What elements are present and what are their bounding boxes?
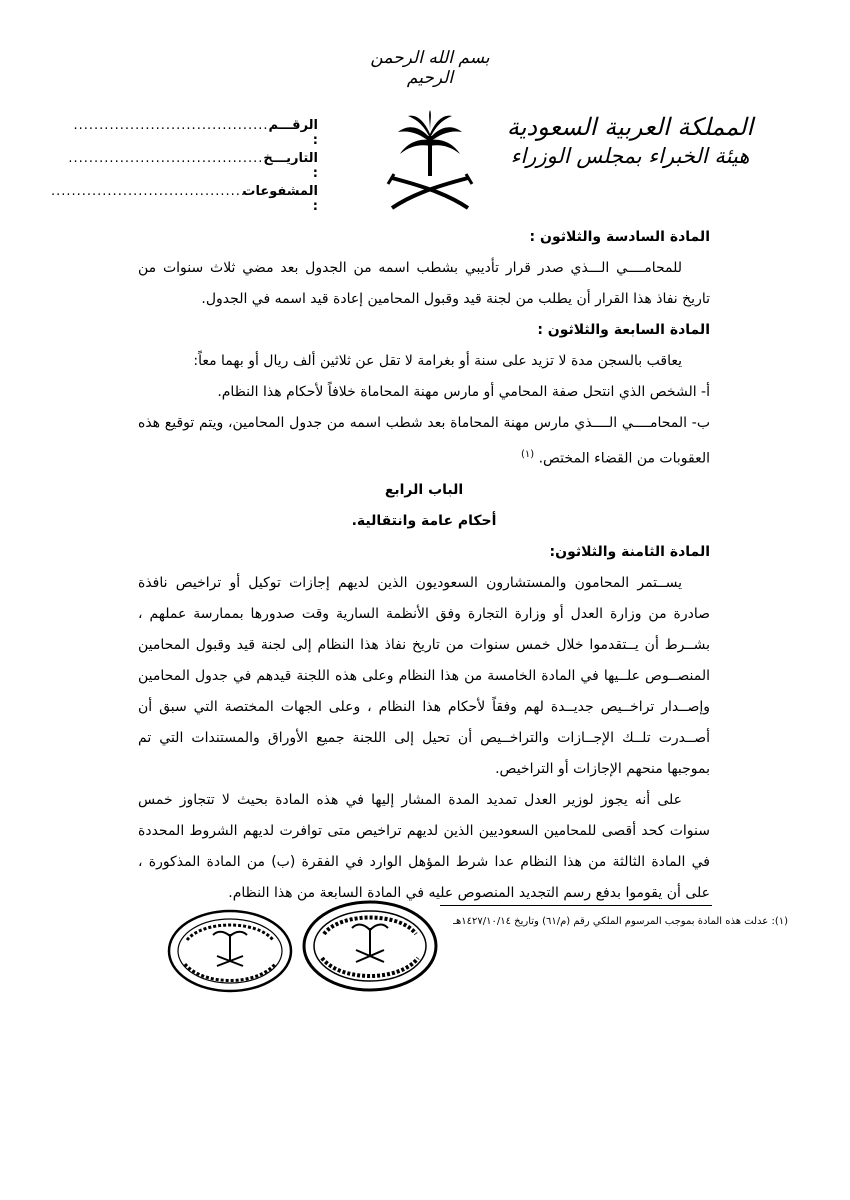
article-37-item-b-text: ب- المحامــــي الــــذي مارس مهنة المحاماة بعد شطب اسمه من جدول المحامين، ويتم توقيع هذه العقوبات من القضاء المختص. xyxy=(138,415,710,467)
ref-row-date xyxy=(68,151,318,184)
article-38-paragraph-2: على أنه يجوز لوزير العدل تمديد المدة المشار إليها في هذه المادة بحيث لا تتجاوز خمس سنوات كحد أقصى للمحامين السعوديين الذين لديهم تراخيص متى توافرت لديهم الشروط المحددة في المادة الثالثة من هذا النظام عدا شرط المؤهل الوارد في الفقرة (ب) من المادة المذكورة ، على أن يقوموا بدفع رسم التجديد المنصوص عليه في المادة السابعة من هذا النظام. xyxy=(138,791,710,901)
ref-label: الرقـــم : xyxy=(268,118,318,148)
article-36-title: المادة السادسة والثلاثون : xyxy=(529,229,710,245)
authority-name: هيئة الخبراء بمجلس الوزراء xyxy=(510,144,750,168)
article-38-title: المادة الثامنة والثلاثون: xyxy=(549,543,710,560)
official-seal-left xyxy=(300,898,440,994)
article-37-item-a: أ- الشخص الذي انتحل صفة المحامي أو مارس مهنة المحاماة خلافاً لأحكام هذا النظام. xyxy=(217,384,710,400)
official-seal-right xyxy=(165,908,295,994)
saudi-emblem-icon xyxy=(380,108,480,216)
footnote-divider xyxy=(440,905,712,906)
basmala-heading: بسم الله الرحمن الرحيم xyxy=(370,48,490,88)
ref-row-attachments xyxy=(50,184,318,217)
article-38-paragraph-1: يســتمر المحامون والمستشارون السعوديون الذين لديهم إجازات توكيل أو تراخيص نافذة صادرة من وزارة العدل أو وزارة التجارة وفق الأنظمة السارية وقت صدورها بممارسة عملهم ، بشــرط أن يــتقدموا خلال خمس سنوات من تاريخ نفاذ هذا النظام إلى لجنة قيد وقبول المحامين المنصــوص علــيها في المادة الخامسة من هذا النظام وعلى هذه اللجنة قيدهم في جدول المحامين وإصــدار تراخــيص جديــدة لهم وفقاً لأحكام هذا النظام ، وعلى الجهات المختصة التي سبق أن أصــدرت تلــك الإجــازات والتراخــيص أن تحيل إلى اللجنة جميع الأوراق والمستندات التي تم بموجبها منحهم الإجازات أو التراخيص. xyxy=(138,574,710,777)
footnote-text: (١): عدلت هذه المادة بموجب المرسوم الملكي رقم (م/٦١) وتاريخ ١٤٢٧/١٠/١٤هـ xyxy=(453,916,788,927)
government-letterhead xyxy=(500,112,760,170)
footnote-marker: (١) xyxy=(520,449,535,460)
ref-value: ...................................... xyxy=(73,118,269,133)
document-body xyxy=(138,222,710,909)
ref-value: ...................................... xyxy=(50,184,246,199)
chapter-title: الباب الرابع xyxy=(384,481,464,498)
ref-row-number xyxy=(73,118,318,151)
article-37-item-b xyxy=(138,408,710,475)
ref-label: المشفوعات : xyxy=(242,184,318,214)
article-37-title: المادة السابعة والثلاثون : xyxy=(537,322,710,338)
article-37-intro: يعاقب بالسجن مدة لا تزيد على سنة أو بغرامة لا تقل عن ثلاثين ألف ريال أو بهما معاً: xyxy=(193,353,682,369)
ref-label: التاريـــخ : xyxy=(263,151,318,181)
reference-fields xyxy=(50,118,318,217)
country-name: المملكة العربية السعودية xyxy=(506,113,754,141)
ref-value: ...................................... xyxy=(68,151,264,166)
chapter-subtitle: أحكام عامة وانتقالية. xyxy=(351,512,497,529)
article-36-text: للمحامــــي الـــذي صدر قرار تأديبي بشطب اسمه من الجدول بعد مضي ثلاث سنوات من تاريخ نفاذ هذا القرار أن يطلب من لجنة قيد وقبول المحامين إعادة قيد اسمه في الجدول. xyxy=(138,260,710,307)
